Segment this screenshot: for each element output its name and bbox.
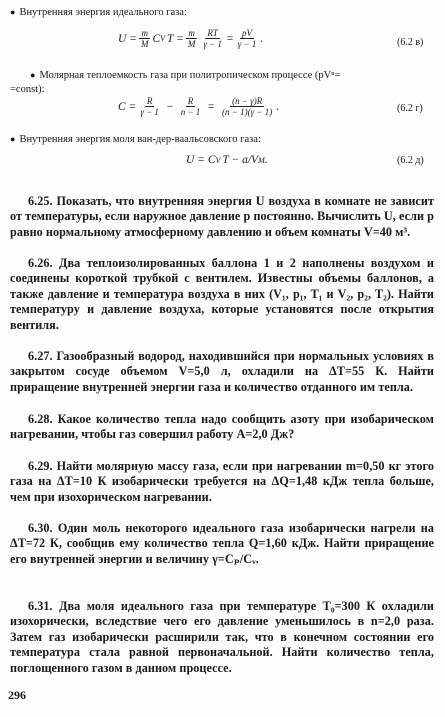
bullet-icon: ● xyxy=(30,70,36,80)
equation-number: (6.2 д) xyxy=(397,155,424,166)
problem-6-31: 6.31. Два моля идеального газа при температуре T₀=300 К охладили изохорически, вследствие чего его давление уменьшилось в n=2,0 раза. Затем газ изобарически расширили так, что в конечном состоянии его температура стала равной первоначальной. Найти количество тепла, поглощенного газом в данном процессе. xyxy=(10,599,434,675)
problem-6-28: 6.28. Какое количество тепла надо сообщить азоту при изобарическом нагревании, чтобы газ совершил работу A=2,0 Дж? xyxy=(10,412,434,442)
bullet-text: Внутренняя энергия моля ван-дер-ваальсовского газа: xyxy=(19,134,261,145)
formula-6-2g: C = $\frac{R}{\gamma - 1}$ − $\frac{R}{n - 1}$ = $\frac{(n - \gamma)R}{(n - 1)(\gamma - 1)}$ . xyxy=(118,96,280,117)
bullet-icon: ● xyxy=(10,134,16,144)
bullet-vdw-energy xyxy=(10,133,261,146)
problem-6-26: 6.26. Два теплоизолированных баллона 1 и 2 наполнены воздухом и соединены короткой трубкой с вентилем. Известны объемы баллонов, а также давление и температура воздуха в них (V₁, p₁, T₁ и V₂, p₂, T₂). Найти температуру и давление воздуха, которые установятся после открытия вентиля. xyxy=(10,256,434,332)
bullet-polytropic-heat xyxy=(30,69,340,82)
problem-6-25: 6.25. Показать, что внутренняя энергия U воздуха в комнате не зависит от температуры, если наружное давление p постоянно. Вычислить U, если p равно нормальному атмосферному давлению и объем комнаты V=40 м³. xyxy=(10,194,434,239)
formula-6-2d: U = C V T − a/V M . xyxy=(186,154,268,166)
problem-6-27: 6.27. Газообразный водород, находившийся при нормальных условиях в закрытом сосуде объемом V=5,0 л, охладили на ΔT=55 К. Найти приращение внутренней энергии газа и количество отданного им тепла. xyxy=(10,349,434,394)
bullet-ideal-gas-energy xyxy=(10,6,187,19)
page-number: 296 xyxy=(8,688,26,702)
problem-6-29: 6.29. Найти молярную массу газа, если при нагревании m=0,50 кг этого газа на ΔT=10 К изобарически требуется на ΔQ=1,48 кДж тепла больше, чем при изохорическом нагревании. xyxy=(10,459,434,504)
bullet-continuation: =const): xyxy=(10,84,45,95)
bullet-text: Молярная теплоемкость газа при политропическом процессе (pVⁿ= xyxy=(39,70,341,81)
formula-6-2v: U = $\frac{m}{M}$ C V T = $\frac{m}{M}$ $\frac{RT}{\gamma - 1}$ = $\frac{pV}{\gamma - 1}$ . xyxy=(118,28,264,49)
bullet-text: Внутренняя энергия идеального газа: xyxy=(19,7,187,18)
problem-6-30: 6.30. Один моль некоторого идеального газа изобарически нагрели на ΔT=72 К, сообщив ему количество тепла Q=1,60 кДж. Найти приращение его внутренней энергии и величину γ=Cₚ/Cᵥ. xyxy=(10,521,434,566)
equation-number: (6.2 г) xyxy=(397,103,423,114)
equation-number: (6.2 в) xyxy=(397,37,424,48)
bullet-icon: ● xyxy=(10,7,16,17)
